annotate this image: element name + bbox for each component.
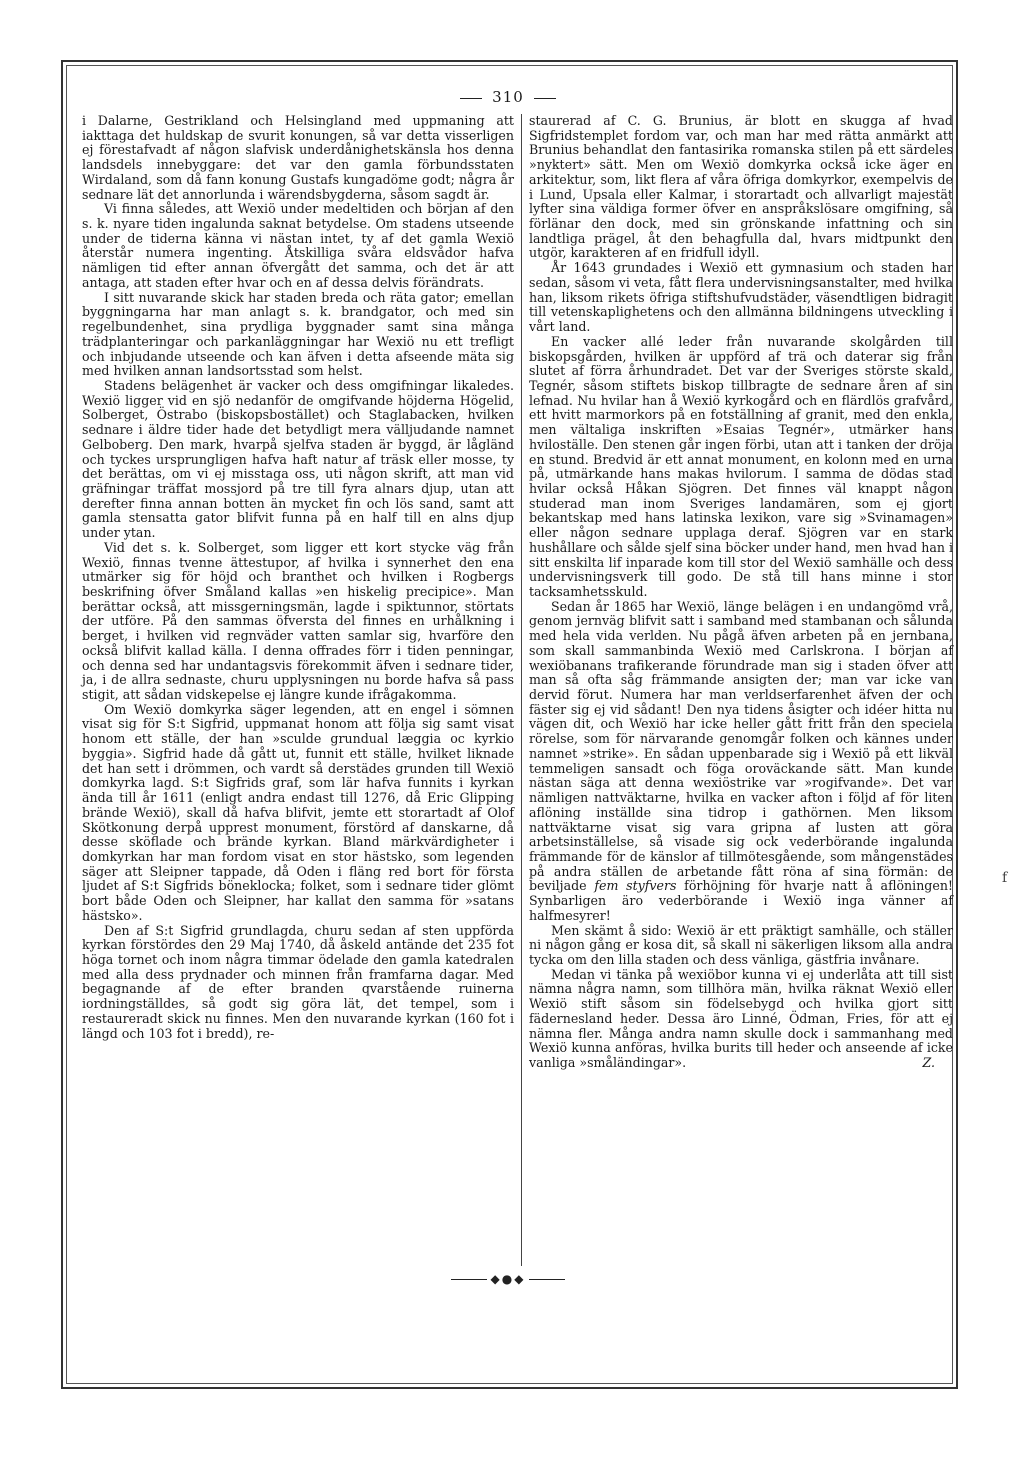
right-paragraph-with-emphasis (529, 600, 953, 924)
ornament-line-left (451, 1279, 487, 1280)
right-paragraph: En vacker allé leder från nuvarande skolgården till biskopsgården, hvilken är uppförd af trä och daterar sig från slutet af förra århundradet. Det var der Sveriges störste skald, Tegnér, såsom stiftets biskop tillbragte de sednare åren af sin lefnad. Nu hvilar han å Wexiö kyrkogård och en flärdlös grafvård, ett hvitt marmorkors på en fotställning af granit, med den enkla, men vältaliga inskriften »Esaias Tegnér», utmärker hans hviloställe. Den stenen går ingen förbi, utan att i tanken der dröja en stund. Bredvid är ett annat monument, en kolonn med en urna på, utmärkande hans makas hvilorum. I samma de dödas stad hvilar också Håkan Sjögren. Det finnes väl knappt någon studerad man inom Sveriges landamären, som ej gjort bekantskap med hans latinska lexikon, vare sig »Svinamagen» eller någon sednare upplaga deraf. Sjögren var en stark hushållare och sålde sjelf sina böcker under hand, men hvad han i sitt enskilta lif inparade kom till stor del Wexiö samhälle och dess undervisningsverk till godo. De stå till hans minne i stor tacksamhetsskuld. (529, 333, 953, 599)
paragraph-text-before-emphasis: Sedan år 1865 har Wexiö, länge belägen i en undangömd vrå, genom jernväg blifvit satt i samband med stambanan och sålunda med hela vida verlden. Nu pågå äfven arbeten på en jernbana, som skall sammanbinda Wexiö med Carlskrona. I början af wexiöbanans trafikerande förundrade man sig i staden öfver att man så ofta såg främmande ansigten der; man var icke van dervid förut. Numera har man verldserfarenhet äfven der och fäster sig ej vid sådant! Den nya tidens åsigter och idéer hitta nu vägen dit, och Wexiö har icke heller gått fritt från den speciela rörelse, som för närvarande genomgår folken och kännes under namnet »strike». En sådan uppenbarade sig i Wexiö på ett likväl temmeligen sansadt och föga oroväckande sätt. Man kunde nästan säga att denna wexiöstrike var »rogifvande». Det var nämligen nattväktarne, hvilka en vacker afton i följd af för liten aflöning inställde sina tidrop i gathörnen. Men liksom nattväktarne visat sig vara gripna af lusten att göra arbetsinställelse, så visade sig ock vederbörande ingalunda främmande för de känslor af tillmötesgående, som mångenstädes på andra ställen de arbetande fått röna af sina förmän: de beviljade (529, 598, 953, 894)
left-paragraph: Vid det s. k. Solberget, som ligger ett kort stycke väg från Wexiö, finnas tvenne ättestupor, af hvilka i synnerhet den ena utmärker sig för höjd och branthet och hvilken i Rogbergs beskrifning öfver Småland kallas »en hiskelig precipice». Man berättar också, att missgerningsmän, lagde i spiktunnor, störtats der utföre. På den sammas öfversta del finnes en urhålkning i berget, i hvilken vid regnväder vatten samlar sig, hvarföre den också blifvit kallad källa. I denna offrades förr i tiden penningar, och denna sed har undantagsvis förekommit äfven i sednare tider, ja, i de allra sednaste, churu upplysningen nu borde hafva så pass stigit, att sådan vidskepelse ej längre kunde ifrågakomma. (82, 539, 514, 703)
italic-emphasis: fem styfvers (594, 878, 677, 894)
margin-edge-mark: f (1002, 870, 1008, 886)
column-divider (521, 114, 522, 1266)
author-signature: Z. (922, 1055, 935, 1070)
ornament-line-right (529, 1279, 565, 1280)
right-paragraph: År 1643 grundades i Wexiö ett gymnasium och staden har sedan, såsom vi veta, fått flera undervisningsanstalter, med hvilka han, liksom rikets öfriga stiftshufvudstäder, väsendtligen bidragit till vetenskaplighetens och den allmänna bildningens utveckling i vårt land. (529, 260, 953, 335)
left-paragraph: Den af S:t Sigfrid grundlagda, churu sedan af sten uppförda kyrkan förstördes den 29 Maj 1740, då åskeld antände det 235 fot höga tornet och inom några timmar ödelade den gamla katedralen med alla dess prydnader och minnen från framfarna dagar. Med begagnande af de efter branden qvarstående ruinerna iordningställdes, så godt sig göra lät, det tempel, som i restaureradt skick nu finnes. Men den nuvarande kyrkan (160 fot i längd och 103 fot i bredd), re- (82, 922, 514, 1041)
page-number-dash-left (460, 98, 482, 99)
closing-text: Medan vi tänka på wexiöbor kunna vi ej underlåta att till sist nämna några namn, som tillhöra män, hvilka räknat Wexiö eller Wexiö stift såsom sin födelsebygd och hvilka gjort sitt fädernesland heder. Dessa äro Linné, Ödman, Fries, för att ej nämna fler. Många andra namn skulle dock i sammanhang med Wexiö kunna anföras, hvilka burits till heder och anseende af icke vanliga »småländingar». (529, 966, 953, 1070)
left-paragraph: Vi finna således, att Wexiö under medeltiden och början af den s. k. nyare tiden ingalunda saknat betydelse. Om stadens utseende under de tiderna känna vi nästan intet, ty af det gamla Wexiö återstår numera ingenting. Åtskilliga svåra eldsvådor hafva nämligen tid efter annan öfvergått det samma, och det är att antaga, att staden efter hvar och en af dessa delvis förändrats. (82, 201, 514, 290)
closing-paragraph (529, 968, 953, 1071)
page-number-dash-right (534, 98, 556, 99)
left-paragraph: Stadens belägenhet är vacker och dess omgifningar likaledes. Wexiö ligger vid en sjö nedanför de omgifvande höjderna Högelid, Solberget, Östrabo (biskopsbostället) och Staglabacken, hvilken sednare i äldre tider hade det betydligt mera välljudande namnet Gelboberg. Den mark, hvarpå sjelfva staden är byggd, är lågländ och tyckes ursprungligen hafva haft natur af träsk eller mosse, ty det berättas, om vi ej misstaga oss, uti någon skrift, att man vid gräfningar träffat mossjord på tre till fyra alnars djup, utan att derefter finna annan botten än mycket fin och lös sand, samt att gamla stensatta gator blifvit funna på en half till en alns djup under ytan. (82, 377, 514, 541)
left-paragraph: I sitt nuvarande skick har staden breda och räta gator; emellan byggningarna har man anlagt s. k. brandgator, och med sin regelbundenhet, sina prydliga byggnader samt sina många trädplanteringar och parkanläggningar har Wexiö nu ett trefligt och inbjudande utseende och kan äfven i detta afseende mäta sig med hvilken annan landsortsstad som helst. (82, 289, 514, 379)
left-paragraph: Om Wexiö domkyrka säger legenden, att en engel i sömnen visat sig för S:t Sigfrid, uppmanat honom att följa sig samt visat honom ett ställe, der han »sculde grundual læggia oc kyrkio byggia». Sigfrid hade då gått ut, funnit ett ställe, hvilket liknade det han sett i drömmen, och vardt så derstädes grunden till Wexiö domkyrka lagd. S:t Sigfrids graf, som lär hafva funnits i kyrkan ända till år 1611 (enligt andra endast till 1276, då Eric Glipping brände Wexiö), skall då hafva blifvit, jemte ett storartadt af Olof Skötkonung derpå upprest monument, förstörd af danskarne, då desse sköflade och brände kyrkan. Bland märkvärdigheter i domkyrkan har man fordom visat en stor hästsko, som legenden säger att Sleipner tappade, då Oden i fläng red bort för första ljudet af S:t Sigfrids böneklocka; folket, som i sednare tider glömt bort både Oden och Sleipner, har kallat den samma för »satans hästsko». (82, 701, 514, 923)
left-text-column (82, 114, 514, 1041)
page-number-text: 310 (492, 88, 524, 106)
left-paragraph: i Dalarne, Gestrikland och Helsingland med uppmaning att iakttaga det huldskap de svurit konungen, så var detta visserligen ej förestafvadt af någon slafvisk underdånighetskänsla hos denna landsdels innebyggare: det var den gamla förbundsstaten Wirdaland, som då fann konung Gustafs kungadöme godt; några år sednare lät det annorlunda i wärendsbygderna, såsom sagdt är. (82, 113, 514, 202)
paragraph-text-after-emphasis: förhöjning för hvarje natt å aflöningen! Synbarligen äro vederbörande i Wexiö inga vänner af halfmesyrer! (529, 878, 953, 923)
right-paragraph: staurerad af C. G. Brunius, är blott en skugga af hvad Sigfridstemplet fordom var, och man har med rätta anmärkt att Brunius behandlat den fantasirika romanska stilen på ett särdeles »nyktert» sätt. Men om Wexiö domkyrka också icke äger en arkitektur, som, likt flera af våra öfriga domkyrkor, exempelvis de i Lund, Upsala eller Kalmar, i storartadt och allvarligt majestät lyfter sina väldiga former öfver en anspråkslösare omgifning, så förlänar den dock, med sin grönskande infattning och sin landtliga prägel, åt den behagfulla dal, hvars midtpunkt den utgör, karakteren af en fridfull idyll. (529, 113, 953, 261)
page-number (0, 88, 1016, 106)
closing-ornament (0, 1272, 1016, 1286)
ornament-mark: ◆●◆ (490, 1272, 526, 1286)
right-text-column (529, 114, 953, 1071)
right-paragraph: Men skämt å sido: Wexiö är ett präktigt samhälle, och ställer ni någon gång er kosa dit, så skall ni säkerligen liksom alla andra tycka om den lilla staden och dess vänliga, gästfria invånare. (529, 922, 953, 967)
